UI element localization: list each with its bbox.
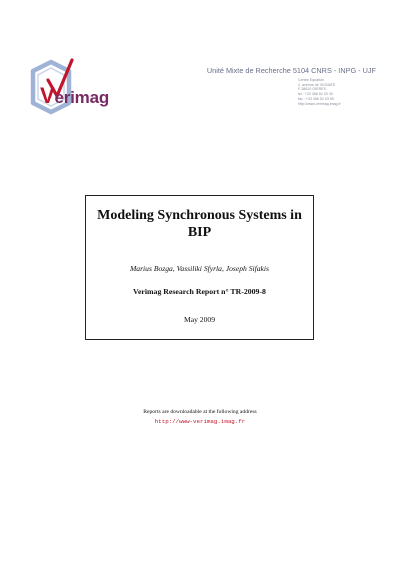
address-line: tel : +33 456 52 03 40 (298, 92, 333, 97)
report-date: May 2009 (183, 315, 215, 324)
title-line-2: BIP (187, 225, 212, 240)
logo-wordmark (40, 83, 109, 109)
address-block (298, 78, 341, 106)
download-link[interactable]: http://www-verimag.imag.fr (154, 418, 246, 425)
address-line: 2, avenue de VIGNATE (298, 82, 336, 87)
report-title (86, 207, 313, 241)
logo-name: erimag (54, 88, 110, 107)
authors: Marius Bozga, Vassiliki Sfyrla, Joseph Sifakis (129, 264, 269, 273)
report-number: Verimag Research Report n° TR-2009-8 (133, 287, 266, 296)
address-line: Centre Equation (298, 78, 324, 82)
title-line-1: Modeling Synchronous Systems in (97, 208, 302, 223)
address-line: http://www-verimag.imag.fr (298, 101, 341, 106)
title-box (85, 195, 314, 340)
address-line: F-38610 GIERES (298, 87, 326, 92)
downloads-note: Reports are downloadable at the following address (143, 409, 257, 415)
research-unit-line: Unité Mixte de Recherche 5104 CNRS - INPG - UJF (206, 66, 376, 75)
logo-initial: V (40, 83, 55, 108)
address-line: fax : +33 456 52 03 50 (298, 96, 334, 101)
